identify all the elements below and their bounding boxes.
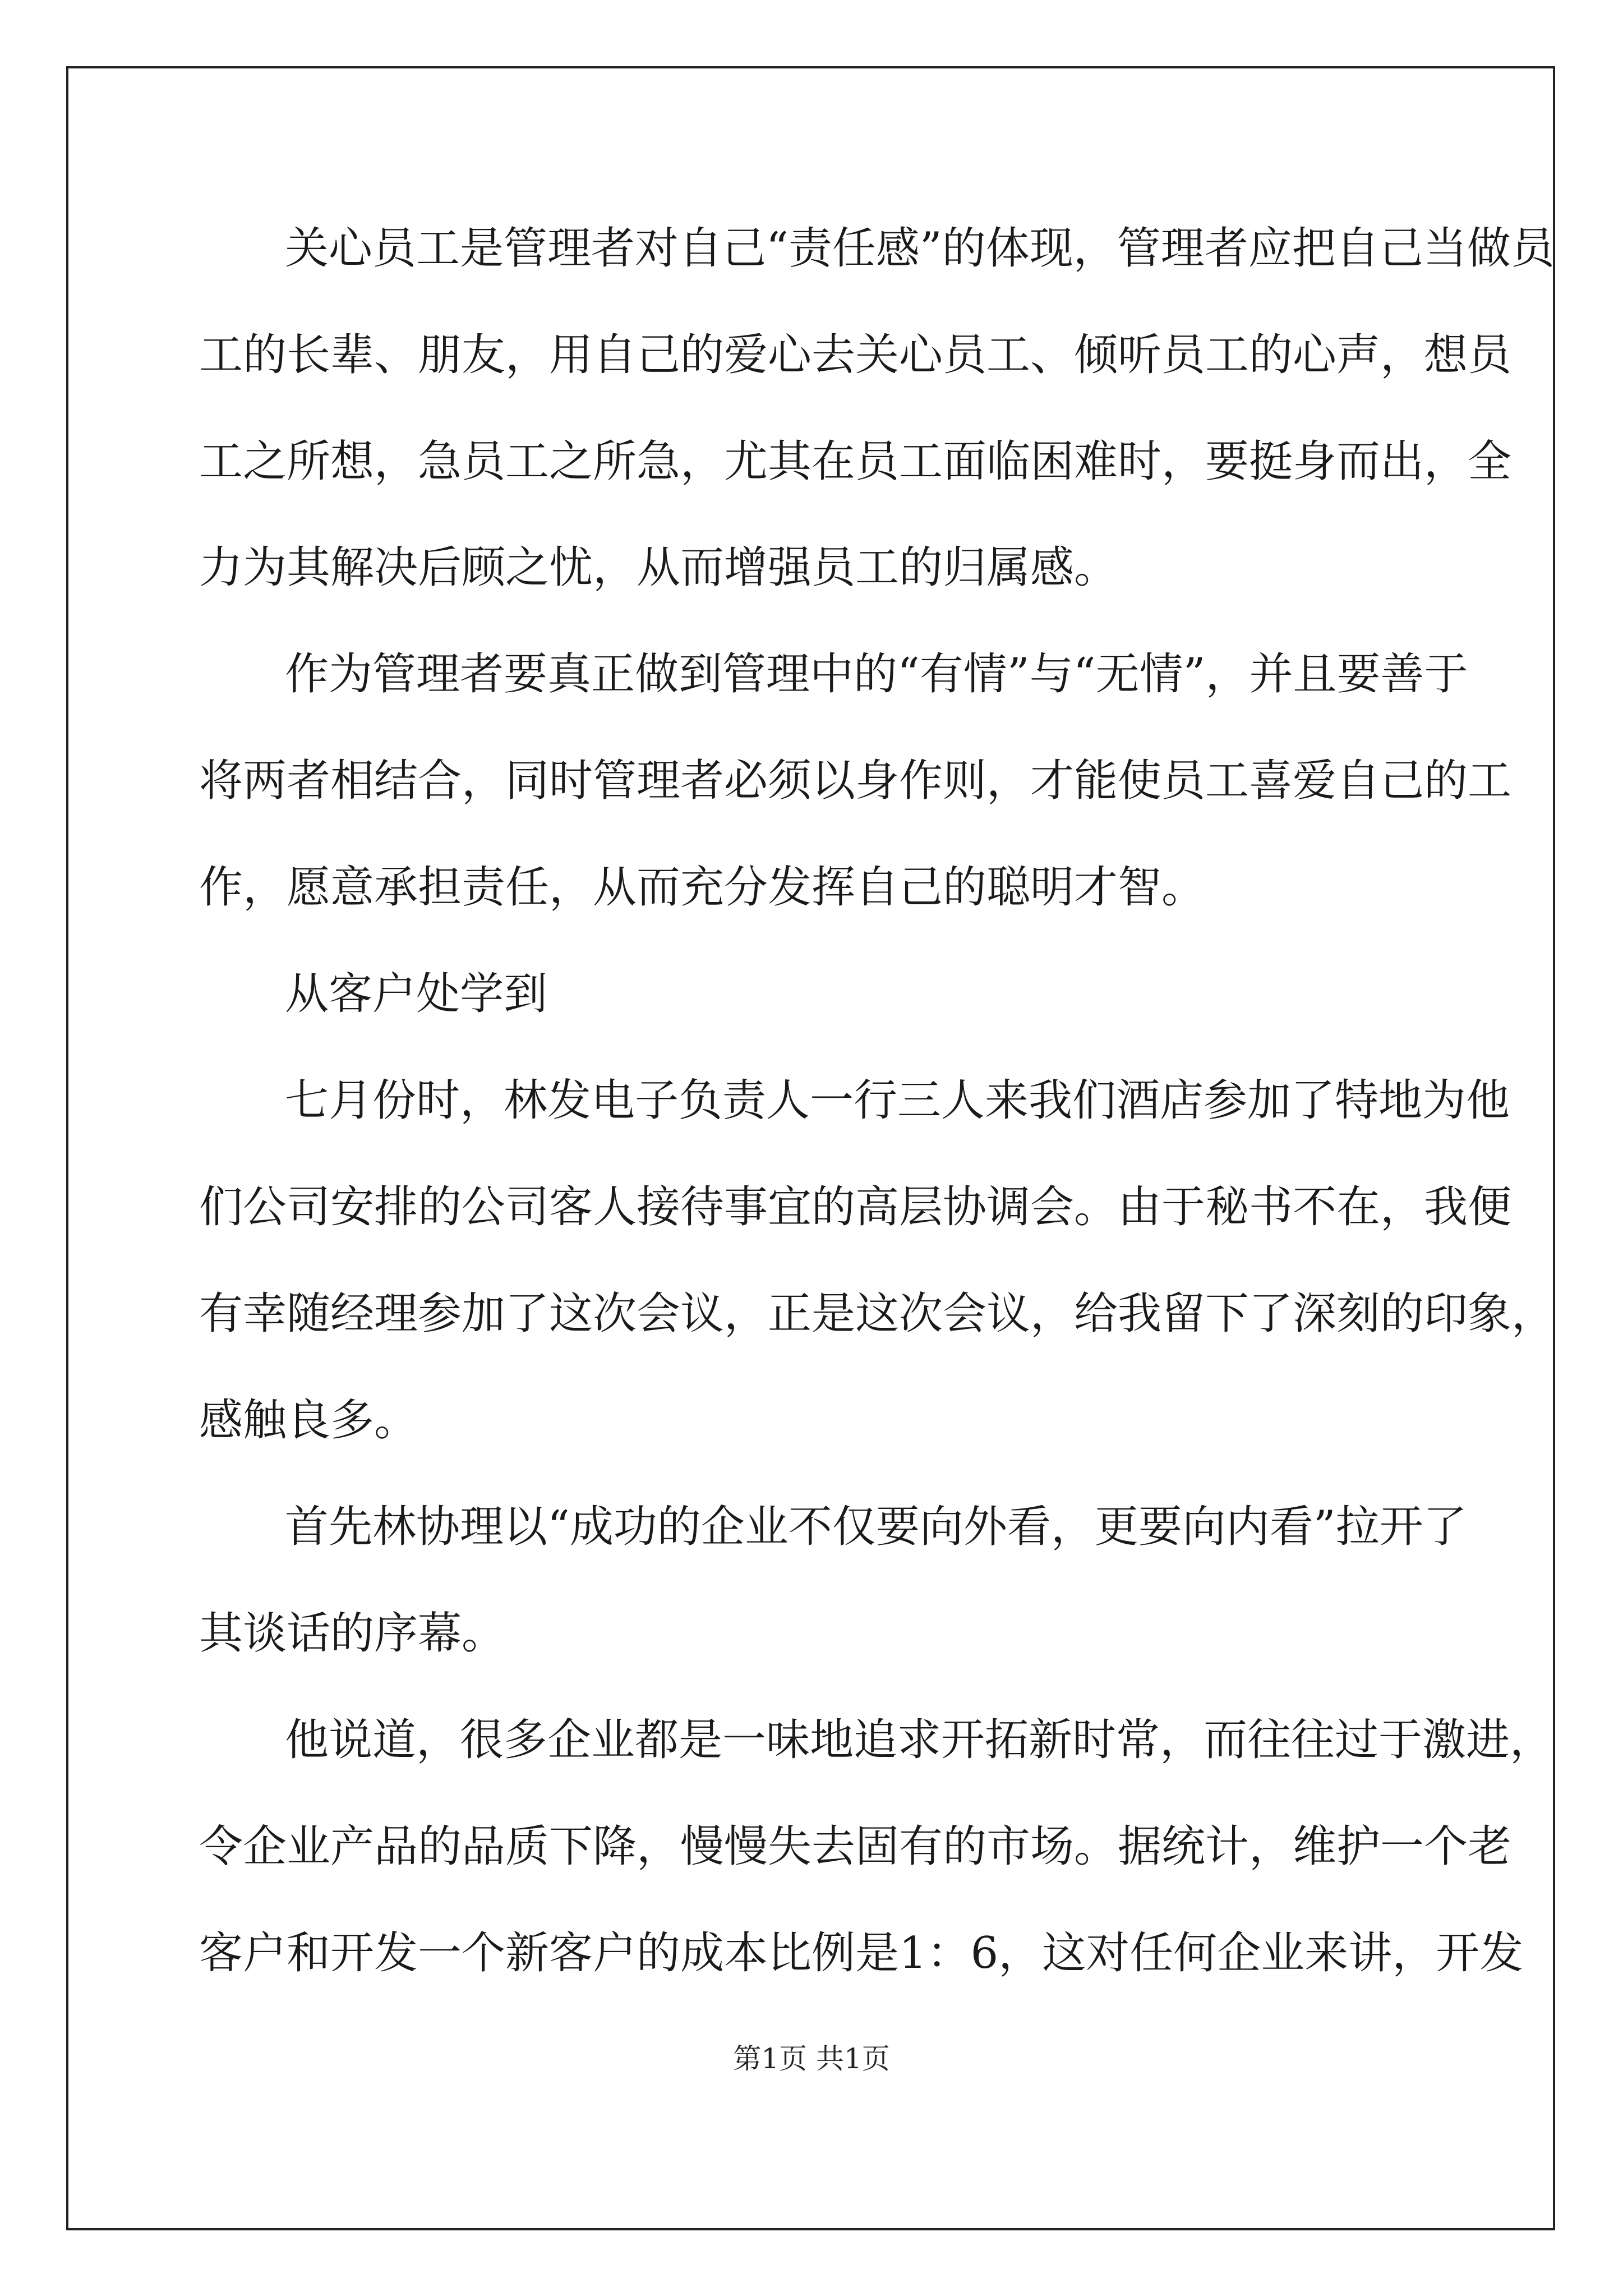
text-line: 关心员工是管理者对自己“责任感”的体现，管理者应把自己当做员: [285, 223, 1555, 274]
text-line: 作，愿意承担责任，从而充分发挥自己的聪明才智。: [199, 862, 1206, 913]
text-line: 首先林协理以“成功的企业不仅要向外看，更要向内看”拉开了: [285, 1502, 1467, 1552]
text-line: 将两者相结合，同时管理者必须以身作则，才能使员工喜爱自己的工: [199, 756, 1512, 806]
text-line: 工的长辈、朋友，用自己的爱心去关心员工、倾听员工的心声，想员: [199, 330, 1512, 380]
text-line: 令企业产品的品质下降，慢慢失去固有的市场。据统计，维护一个老: [199, 1821, 1512, 1872]
text-line: 七月份时，林发电子负责人一行三人来我们酒店参加了特地为他: [285, 1075, 1510, 1126]
text-line: 他说道，很多企业都是一味地追求开拓新时常，而往往过于激进，: [285, 1715, 1554, 1765]
page-border: [66, 66, 1555, 2230]
page-number-footer: 第1页 共1页: [733, 2042, 890, 2075]
text-line: 其谈话的序幕。: [199, 1608, 506, 1659]
text-line: 工之所想，急员工之所急，尤其在员工面临困难时，要挺身而出，全: [199, 436, 1512, 487]
section-heading: 从客户处学到: [285, 969, 548, 1019]
text-line: 作为管理者要真正做到管理中的“有情”与“无情”，并且要善于: [285, 649, 1468, 700]
text-line: 力为其解决后顾之忧，从而增强员工的归属感。: [199, 542, 1118, 593]
text-line: 感触良多。: [199, 1395, 418, 1446]
text-line: 有幸随经理参加了这次会议，正是这次会议，给我留下了深刻的印象，: [199, 1289, 1556, 1339]
text-line: 们公司安排的公司客人接待事宜的高层协调会。由于秘书不在，我便: [199, 1182, 1512, 1232]
text-line: 客户和开发一个新客户的成本比例是1：6，这对任何企业来讲，开发: [199, 1928, 1524, 1978]
